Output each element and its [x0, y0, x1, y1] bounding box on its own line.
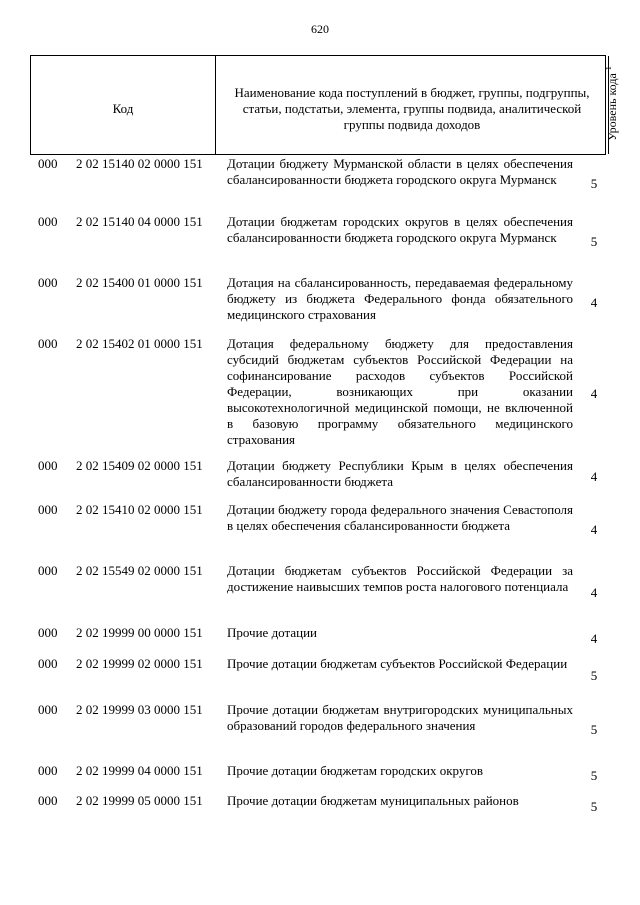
row-code: 2 02 15140 04 0000 151: [76, 214, 203, 229]
row-admin-code: 000: [38, 156, 58, 171]
header-level-footnote: 1: [604, 66, 613, 71]
header-code: Код: [31, 56, 216, 154]
row-level: 5: [590, 722, 598, 737]
row-name: Дотации бюджетам городских округов в целях обеспечения сбалансированности бюджета городского округа Мурманск: [227, 214, 573, 245]
row-level: 5: [590, 234, 598, 249]
page-number: 620: [311, 22, 329, 36]
row-code: 2 02 15409 02 0000 151: [76, 458, 203, 473]
row-code: 2 02 19999 02 0000 151: [76, 656, 203, 671]
row-level: 4: [590, 631, 598, 646]
row-code: 2 02 15549 02 0000 151: [76, 563, 203, 578]
row-level: 5: [590, 668, 598, 683]
header-name: Наименование кода поступлений в бюджет, группы, подгруппы, статьи, подстатьи, элемента, группы подвида, аналитической группы подвида доходов: [216, 56, 609, 154]
row-name: Прочие дотации бюджетам городских округов: [227, 763, 484, 778]
row-level: 4: [590, 295, 598, 310]
row-code: 2 02 15410 02 0000 151: [76, 502, 203, 517]
row-admin-code: 000: [38, 502, 58, 517]
row-code: 2 02 19999 05 0000 151: [76, 793, 203, 808]
row-admin-code: 000: [38, 458, 58, 473]
row-admin-code: 000: [38, 702, 58, 717]
row-name: Дотации бюджету города федерального значения Севастополя в целях обеспечения сбалансированности бюджета: [227, 502, 573, 533]
row-code: 2 02 19999 04 0000 151: [76, 763, 203, 778]
row-code: 2 02 15140 02 0000 151: [76, 156, 203, 171]
row-level: 4: [590, 585, 598, 600]
row-admin-code: 000: [38, 625, 58, 640]
row-admin-code: 000: [38, 763, 58, 778]
row-admin-code: 000: [38, 563, 58, 578]
header-level-label: Уровень кода: [605, 73, 619, 141]
row-level: 4: [590, 469, 598, 484]
row-name: Прочие дотации: [227, 625, 317, 640]
row-name: Дотация на сбалансированность, передаваемая федеральному бюджету из бюджета Федерального фонда обязательного медицинского страхования: [227, 275, 573, 322]
row-name: Дотации бюджету Мурманской области в целях обеспечения сбалансированности бюджета городского округа Мурманск: [227, 156, 573, 187]
row-name: Дотации бюджетам субъектов Российской Федерации за достижение наивысших темпов роста налогового потенциала: [227, 563, 573, 594]
row-name: Дотация федеральному бюджету для предоставления субсидий бюджетам субъектов Российской Федерации на софинансирование расходов субъектов Российской Федерации, возникающих при оказании высокотехнологичной медицинской помощи, не включенной в базовую программу обязательного медицинского страхования: [227, 336, 573, 447]
row-admin-code: 000: [38, 656, 58, 671]
row-name: Прочие дотации бюджетам муниципальных районов: [227, 793, 519, 808]
row-name: Дотации бюджету Республики Крым в целях обеспечения сбалансированности бюджета: [227, 458, 573, 489]
row-code: 2 02 19999 03 0000 151: [76, 702, 203, 717]
row-level: 5: [590, 768, 598, 783]
row-level: 4: [590, 522, 598, 537]
row-level: 4: [590, 386, 598, 401]
row-level: 5: [590, 799, 598, 814]
table-header: [30, 55, 619, 155]
row-code: 2 02 15402 01 0000 151: [76, 336, 203, 351]
row-name: Прочие дотации бюджетам субъектов Российской Федерации: [227, 656, 568, 671]
row-level: 5: [590, 176, 598, 191]
row-admin-code: 000: [38, 214, 58, 229]
row-name: Прочие дотации бюджетам внутригородских муниципальных образований городов федерального значения: [227, 702, 573, 733]
row-code: 2 02 19999 00 0000 151: [76, 625, 203, 640]
row-admin-code: 000: [38, 793, 58, 808]
row-admin-code: 000: [38, 275, 58, 290]
row-admin-code: 000: [38, 336, 58, 351]
row-code: 2 02 15400 01 0000 151: [76, 275, 203, 290]
